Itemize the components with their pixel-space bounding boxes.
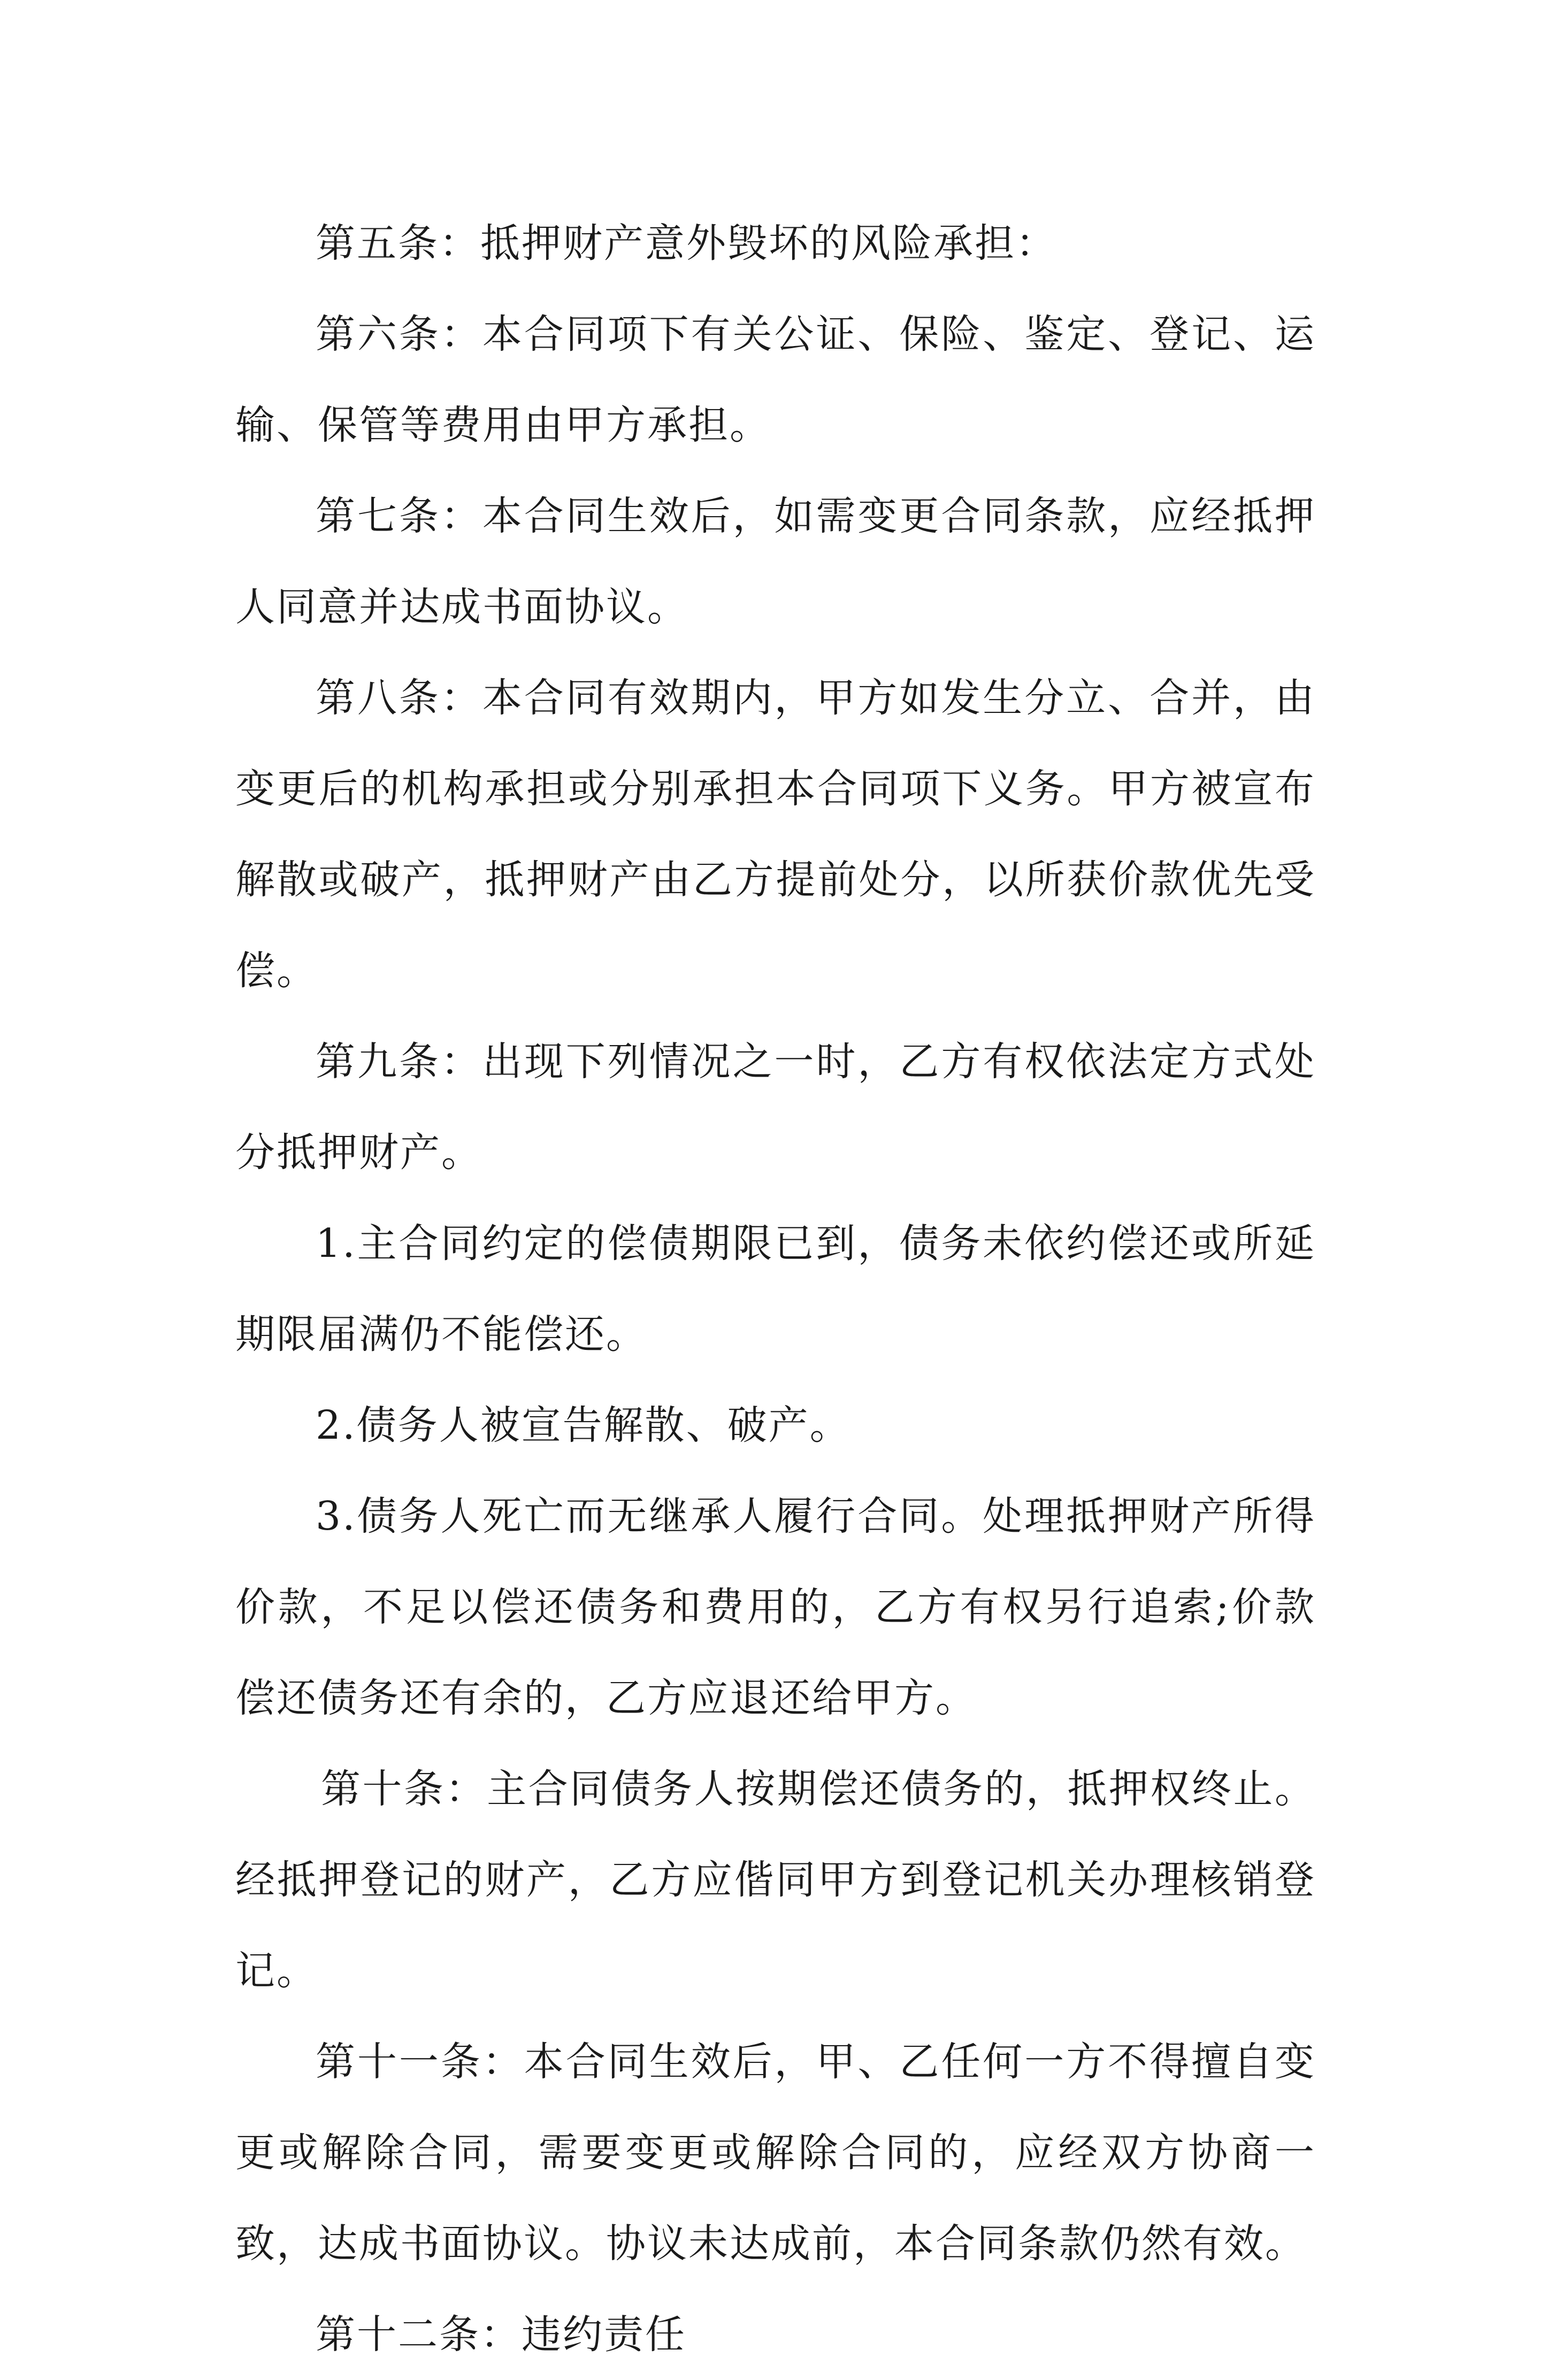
clause-8: 第八条：本合同有效期内，甲方如发生分立、合并，由变更后的机构承担或分别承担本合同项下义务。甲方被宣布解散或破产，抵押财产由乙方提前处分，以所获价款优先受偿。	[235, 675, 1316, 994]
clause-6: 第六条：本合同项下有关公证、保险、鉴定、登记、运输、保管等费用由甲方承担。	[235, 311, 1316, 448]
clause-9-item-3: 3.债务人死亡而无继承人履行合同。处理抵押财产所得价款，不足以偿还债务和费用的，乙方有权另行追索;价款偿还债务还有余的，乙方应退还给甲方。	[235, 1493, 1316, 1721]
clause-9-item-1: 1.主合同约定的偿债期限已到，债务未依约偿还或所延期限届满仍不能偿还。	[235, 1220, 1316, 1357]
clause-10: 第十条：主合同债务人按期偿还债务的，抵押权终止。经抵押登记的财产，乙方应偕同甲方到登记机关办理核销登记。	[235, 1766, 1316, 1994]
document-body	[235, 198, 1316, 2380]
clause-5: 第五条：抵押财产意外毁坏的风险承担：	[316, 220, 1057, 266]
clause-12: 第十二条：违约责任	[316, 2312, 686, 2358]
clause-7: 第七条：本合同生效后，如需变更合同条款，应经抵押人同意并达成书面协议。	[235, 493, 1316, 630]
clause-9-item-2: 2.债务人被宣告解散、破产。	[316, 1402, 851, 1448]
clause-9: 第九条：出现下列情况之一时，乙方有权依法定方式处分抵押财产。	[235, 1039, 1316, 1176]
clause-11: 第十一条：本合同生效后，甲、乙任何一方不得擅自变更或解除合同，需要变更或解除合同的，应经双方协商一致，达成书面协议。协议未达成前，本合同条款仍然有效。	[235, 2039, 1316, 2267]
